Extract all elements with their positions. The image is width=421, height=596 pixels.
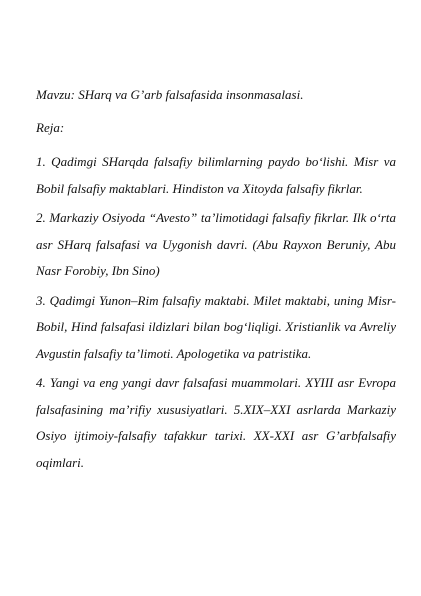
plan-item-2: 2. Markaziy Osiyoda “Avesto” ta’limotidagi falsafiy fikrlar. Ilk o‘rta asr SHarq falsafasi va Uygonish davri. (Abu Rayxon Beruniy, Abu Nasr Forobiy, Ibn Sino) <box>36 210 396 278</box>
document-body <box>36 86 396 479</box>
plan-item-3: 3. Qadimgi Yunon–Rim falsafiy maktabi. Milet maktabi, uning Misr-Bobil, Hind falsafasi ildizlari bilan bog‘liqligi. Xristianlik va Avreliy Avgustin falsafiy ta’limoti. Apologetika va patristika. <box>36 292 396 361</box>
topic-title: Mavzu: SHarq va G’arb falsafasida insonmasalasi. <box>36 87 304 102</box>
plan-label: Reja: <box>36 120 65 135</box>
plan-item-1: 1. Qadimgi SHarqda falsafiy bilimlarning paydo bo‘lishi. Misr va Bobil falsafiy maktablari. Hindiston va Xitoyda falsafiy fikrlar. <box>36 154 396 196</box>
plan-item-4: 4. Yangi va eng yangi davr falsafasi muammolari. XYIII asr Evropa falsafasining ma’rifiy xususiyatlari. 5.XIX–XXI asrlarda Markaziy Osiyo ijtimoiy-falsafiy tafakkur tarixi. XX-XXI asr G’arbfalsafiy oqimlari. <box>36 375 396 470</box>
